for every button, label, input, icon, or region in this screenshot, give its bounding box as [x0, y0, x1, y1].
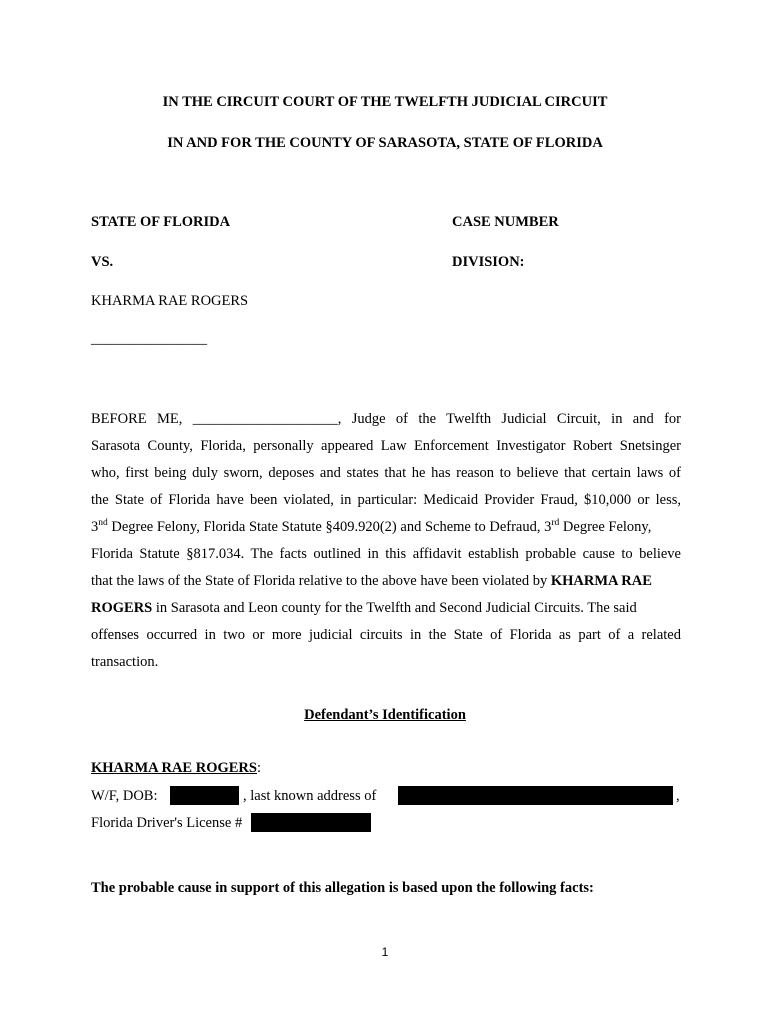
license-redaction	[251, 813, 371, 832]
jurisdiction-text: in Sarasota and Leon county for the Twelfth and Second Judicial Circuits. The said	[152, 600, 637, 616]
case-number-label: CASE NUMBER	[452, 214, 559, 230]
address-comma: ,	[676, 788, 680, 804]
facts-intro: The probable cause in support of this allegation is based upon the following facts:	[91, 880, 594, 896]
body-line-2: Sarasota County, Florida, personally appeared Law Enforcement Investigator Robert Snetsinger	[91, 438, 681, 454]
ordinal-suffix-2: rd	[551, 518, 560, 528]
defendant-name-bold-2: ROGERS	[91, 600, 153, 616]
plaintiff-label: STATE OF FLORIDA	[91, 214, 231, 230]
body-line-3: who, first being duly sworn, deposes and states that he has reason to believe that certain laws of	[91, 465, 681, 481]
before-me-text: BEFORE ME,	[91, 411, 183, 427]
ordinal-suffix-1: nd	[98, 518, 108, 528]
body-line-4: the State of Florida have been violated, in particular: Medicaid Provider Fraud, $10,000 or less,	[91, 492, 681, 508]
last-known-address-label: , last known address of	[243, 788, 377, 804]
identification-colon: :	[256, 760, 261, 776]
judge-blank: ____________________,	[192, 411, 342, 427]
violation-text: that the laws of the State of Florida relative to the above have been violated by	[91, 573, 551, 589]
court-header-line-1: IN THE CIRCUIT COURT OF THE TWELFTH JUDICIAL CIRCUIT	[162, 94, 608, 110]
statute-text-1: Degree Felony, Florida State Statute §409.920(2) and Scheme to Defraud, 3	[107, 519, 552, 535]
versus-label: VS.	[91, 254, 114, 270]
page-number: 1	[381, 945, 389, 959]
defendant-name-bold-1: KHARMA RAE	[550, 573, 652, 589]
identification-name-line	[91, 760, 261, 777]
dob-redaction	[170, 786, 239, 805]
drivers-license-label: Florida Driver's License #	[91, 815, 243, 831]
identification-name: KHARMA RAE ROGERS	[91, 760, 257, 776]
address-redaction	[398, 786, 673, 805]
identification-heading: Defendant’s Identification	[304, 707, 466, 723]
body-line-6: Florida Statute §817.034. The facts outlined in this affidavit establish probable cause to believe	[91, 546, 681, 562]
signature-blank: ________________	[91, 331, 207, 347]
body-line-8	[91, 600, 681, 617]
statute-text-2: Degree Felony,	[559, 519, 652, 535]
division-label: DIVISION:	[452, 254, 525, 270]
defendant-name: KHARMA RAE ROGERS	[91, 293, 249, 309]
body-line-10: transaction.	[91, 654, 159, 670]
judge-text: Judge of the Twelfth Judicial Circuit, in and for	[351, 411, 682, 427]
body-line-9: offenses occurred in two or more judicial circuits in the State of Florida as part of a related	[91, 627, 681, 643]
body-line-7	[91, 573, 681, 590]
body-line-5	[91, 519, 681, 536]
degree-number-1: 3	[91, 519, 99, 535]
court-header-line-2: IN AND FOR THE COUNTY OF SARASOTA, STATE OF FLORIDA	[167, 135, 603, 151]
body-line-1	[91, 411, 681, 428]
wf-dob-label: W/F, DOB:	[91, 788, 158, 804]
